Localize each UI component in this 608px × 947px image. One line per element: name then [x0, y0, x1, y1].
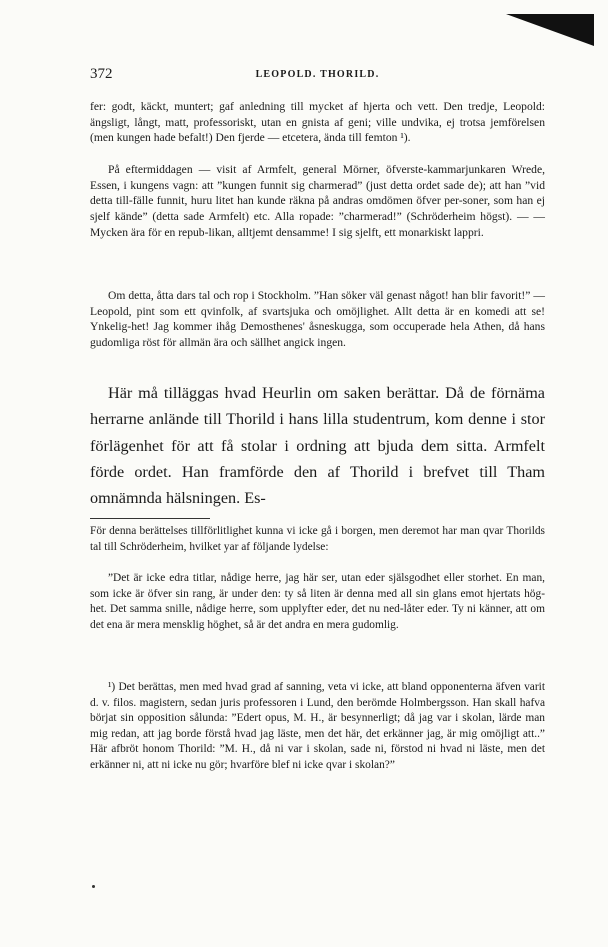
body-paragraph-2: På eftermiddagen — visit af Armfelt, general Mörner, öfverste-kammarjunkaren Wrede, Essen, i kungens vagn: att ”kungen funnit sig charmerad” (just detta ordet sade de); att han ”vid detta till-fälle funnit, huru litet han kunde räkna på andras omdömen öfver per-soner, som han ej sjelf kände” (detta sade Armfelt) etc. Alla ropade: ”charmerad!” (Schröderheim högst). — — Mycken ära för en repub-likan, alltjemt densamme! I sig sjelft, ett monarkiskt lappri. [90, 163, 545, 239]
footnote-1: ¹) Det berättas, men med hvad grad af sanning, veta vi icke, att bland opponenterna äfven varit d. v. filos. magistern, sedan juris professoren i Lund, den berömde Holmbergsson. Han skall hafva börjat sin opposition sålunda: ”Edert opus, M. H., är besynnerligt; då jag var i skolan, lärde man mig redan, att jag borde förstå hvad jag läste, men det här, det erkänner jag, är mig omöjligt att..” Här afbröt honom Thorild: ”M. H., då ni var i skolan, sade ni, förstod ni hvad ni läste, men det erkänner ni, att ni icke nu gör; hvarföre blef ni icke qvar i skolan?” [90, 681, 545, 771]
main-paragraph: Här må tilläggas hvad Heurlin om saken berättar. Då de förnäma herrarne anlände till Thorild i hans lilla studentrum, kom denne i stor förlägenhet för att få stolar i ordning att bjuda dem sitta. Armfelt förde ordet. Han framförde den af Thorild i brefvet till Tham omnämnda hälsningen. Es- [90, 384, 545, 508]
body-paragraph-3: Om detta, åtta dars tal och rop i Stockholm. ”Han söker väl genast något! han blir favorit!” — Leopold, pint som ett qvinfolk, af svartsjuka och omöjlighet. Allt detta är en komedi att se! Ynkelig-het! Jag kommer ihåg Demosthenes' åsneskugga, som occuperade hela Athen, då hans gudomliga röst för allmän ära och sällhet angick ingen. [90, 289, 545, 350]
page-header [90, 66, 545, 86]
corner-fold-mark [506, 14, 594, 46]
running-head: LEOPOLD. THORILD. [255, 69, 380, 80]
body-paragraph-1: fer: godt, käckt, muntert; gaf anledning till mycket af hjerta och vett. Den tredje, Leopold: ängsligt, långt, matt, professoriskt, utan en gnista af geni; ville undvika, ej trotsa jemförelsen (men kungen hade befalt!) Den fjerde — etcetera, ända till femton ¹). [90, 100, 545, 145]
footnote-rule [90, 518, 210, 519]
page-number: 372 [90, 66, 113, 82]
footnote-intro: För denna berättelses tillförlitlighet kunna vi icke gå i borgen, men deremot har man qvar Thorilds tal till Schröderheim, hvilket yar af följande lydelse: [90, 525, 545, 553]
footnote-quote: ”Det är icke edra titlar, nådige herre, jag här ser, utan eder själsgodhet eller storhet. En man, som icke är öfver sin rang, är under den: ty så liten är denna med all sin glans emot hjertats hög-het. Det samma snille, nådige herre, som upplyfter eder, det nu ned-låter eder. Ty ni känner, att om det ena är mera mensklig höghet, så är det andra en mera gudomlig. [90, 572, 545, 631]
stray-mark [92, 885, 95, 888]
